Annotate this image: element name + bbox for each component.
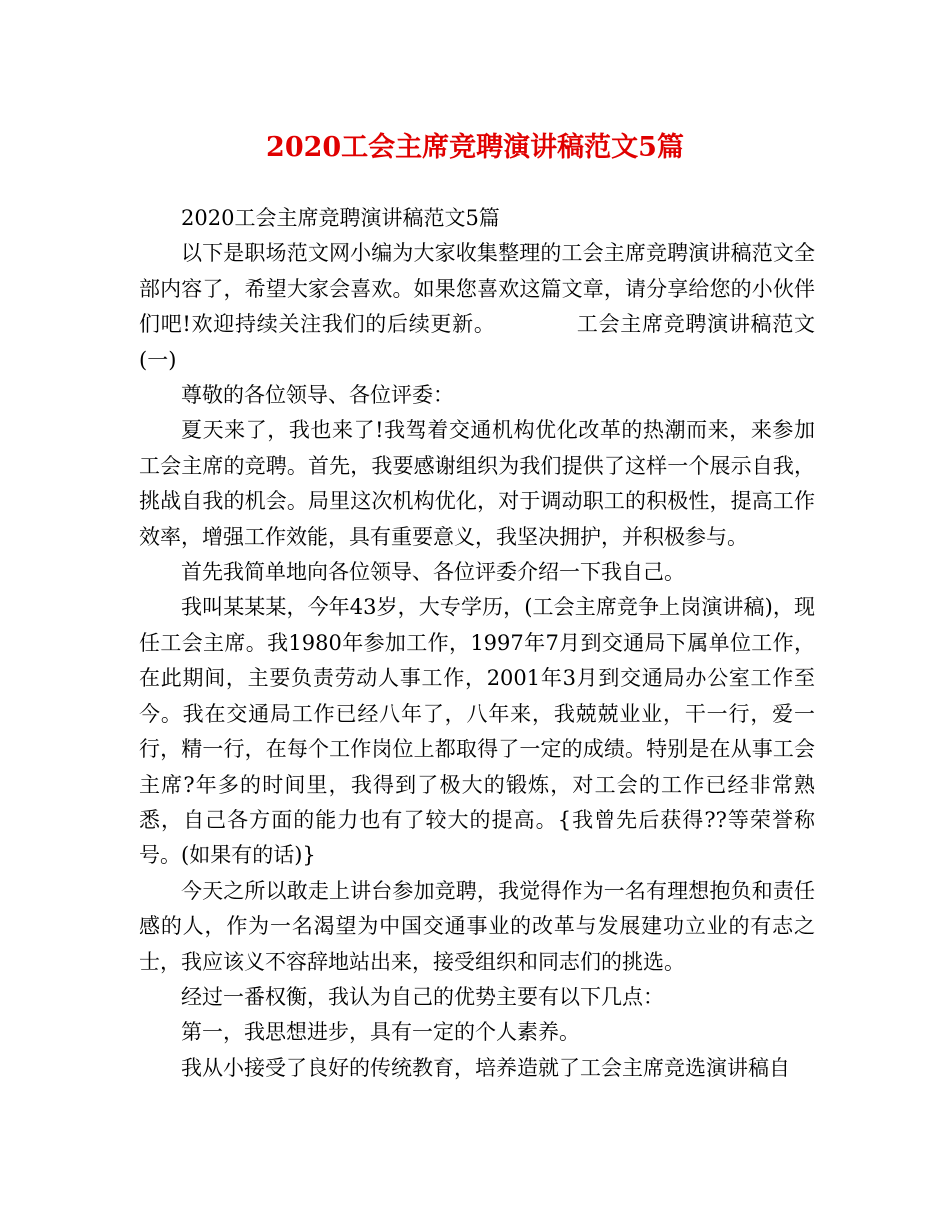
paragraph-motivation: 今天之所以敢走上讲台参加竞聘，我觉得作为一名有理想抱负和责任感的人，作为一名渴望为中国交通事业的改革与发展建功立业的有志之士，我应该义不容辞地站出来，接受组织和同志们的挑选。 (139, 878, 815, 974)
document-body (139, 201, 815, 1086)
paragraph-intro: 以下是职场范文网小编为大家收集整理的工会主席竞聘演讲稿范文全部内容了，希望大家会喜欢。如果您喜欢这篇文章，请分享给您的小伙伴们吧!欢迎持续关注我们的后续更新。 工会主席竞聘演讲稿范文(一) (139, 241, 815, 372)
paragraph-point-one: 第一，我思想进步，具有一定的个人素养。 (181, 1020, 580, 1045)
document-title: 2020工会主席竞聘演讲稿范文5篇 (266, 132, 684, 163)
paragraph-salutation: 尊敬的各位领导、各位评委： (181, 383, 454, 408)
paragraph-education: 我从小接受了良好的传统教育，培养造就了工会主席竞选演讲稿自 (181, 1055, 790, 1080)
paragraph-opening: 夏天来了，我也来了!我驾着交通机构优化改革的热潮而来，来参加工会主席的竞聘。首先，我要感谢组织为我们提供了这样一个展示自我，挑战自我的机会。局里这次机构优化，对于调动职工的积极性，提高工作效率，增强工作效能，具有重要意义，我坚决拥护，并积极参与。 (139, 418, 815, 549)
paragraph-advantages: 经过一番权衡，我认为自己的优势主要有以下几点： (181, 984, 664, 1009)
paragraph-background: 我叫某某某，今年43岁，大专学历，(工会主席竞争上岗演讲稿)，现任工会主席。我1980年参加工作，1997年7月到交通局下属单位工作，在此期间，主要负责劳动人事工作，2001年3月到交通局办公室工作至今。我在交通局工作已经八年了，八年来，我兢兢业业，干一行，爱一行，精一行，在每个工作岗位上都取得了一定的成绩。特别是在从事工会主席?年多的时间里，我得到了极大的锻炼，对工会的工作已经非常熟悉，自己各方面的能力也有了较大的提高。{我曾先后获得??等荣誉称号。(如果有的话)} (139, 595, 815, 868)
paragraph-subtitle: 2020工会主席竞聘演讲稿范文5篇 (181, 206, 500, 230)
paragraph-self-intro: 首先我简单地向各位领导、各位评委介绍一下我自己。 (181, 560, 685, 585)
